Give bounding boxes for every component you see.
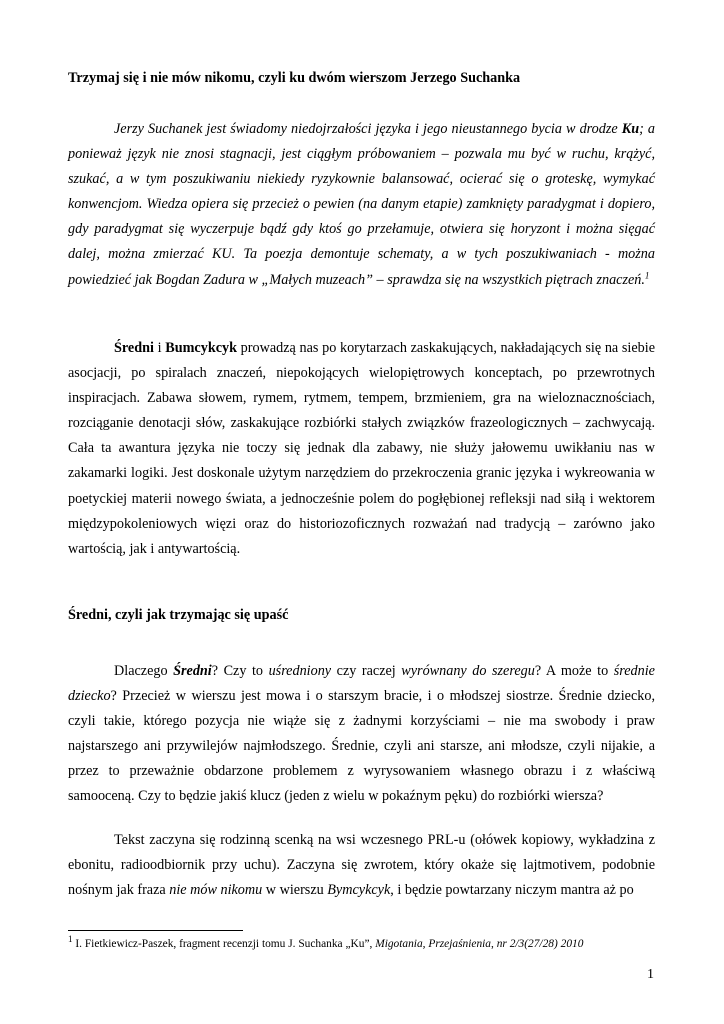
para3-text-3: czy raczej bbox=[331, 663, 402, 679]
footnote-number: 1 bbox=[68, 934, 73, 945]
para3-bold-italic-sredni: Średni bbox=[173, 663, 212, 679]
body-paragraph-4 bbox=[68, 828, 655, 903]
document-title: Trzymaj się i nie mów nikomu, czyli ku dwóm wierszom Jerzego Suchanka bbox=[68, 70, 521, 86]
para2-text-1: i bbox=[153, 340, 166, 356]
footnote-reference[interactable]: 1 bbox=[644, 269, 650, 280]
footnote-italic-2: nr 2/3(27/28) 2010 bbox=[496, 938, 584, 950]
para3-text-2: ? Czy to bbox=[211, 663, 269, 679]
para3-text-1: Dlaczego bbox=[114, 663, 174, 679]
footnote-italic-1: Migotania, Przejaśnienia bbox=[375, 938, 492, 950]
poem-title-sredni: Średni bbox=[114, 340, 154, 356]
para4-text-1: Tekst zaczyna się rodzinną scenką na wsi wczesnego PRL-u (ołówek kopiowy, wykładzina z ebonitu, radioodbiornik przy uchu). Zaczyna się zwrotem, który okaże się lajtmotivem, podobnie nośnym jak fraza bbox=[68, 832, 655, 899]
body-paragraph-3 bbox=[68, 659, 655, 810]
para2-text-2: prowadzą nas po korytarzach zaskakujących, nakładających się na siebie asocjacji, po spiralach znaczeń, niepokojących wielopiętrowych konceptach, po przewrotnych inspiracjach. Zabawa słowem, rymem, rytmem, tempem, brzmieniem, gra na wieloznacznościach, rozciąganie denotacji słów, zaskakujące rozbiórki stałych związków frazeologicznych – zachwycają. Cała ta awantura języka nie toczy się jednak dla zabawy, nie służy jałowemu uwikłaniu nas w zakamarki logiki. Jest doskonale użytym narzędziem do przekroczenia granic języka i wykreowania w poetyckiej materii nowego świata, a jednocześnie polem do pogłębionej refleksji nad siłą i wektorem międzypokoleniowych więzi oraz do historiozoficznych rozważań nad tradycją – zarówno jako wartością, jak i antywartością. bbox=[68, 340, 655, 557]
para4-italic-1: nie mów nikomu bbox=[169, 882, 263, 899]
footnote-divider bbox=[68, 930, 243, 931]
footnote-text-2: , bbox=[491, 938, 497, 950]
para3-text-4: ? A może to bbox=[534, 663, 614, 679]
footnote bbox=[68, 934, 584, 951]
section-title: Średni, czyli jak trzymając się upaść bbox=[68, 607, 289, 623]
para4-italic-2: Bymcykcyk bbox=[327, 882, 391, 899]
intro-text-2: ; a ponieważ język nie znosi stagnacji, jest ciągłym próbowaniem – pozwala mu być w ruchu, krążyć, szukać, a w tym poszukiwaniu niekiedy ryzykownie balansować, ocierać się o groteskę, wymykać konwencjom. Wiedza opiera się przecież o pewien (na danym etapie) zamknięty paradygmat i dopiero, gdy paradygmat się wyczerpuje bądź gdy ktoś go przełamuje, otwiera się horyzont i można sięgać dalej, można zmierzać KU. Ta poezja demontuje schematy, a w tych poszukiwaniach - można powiedzieć jak Bogdan Zadura w „Małych muzeach” – sprawdza się na wszystkich piętrach znaczeń. bbox=[68, 121, 655, 288]
intro-paragraph bbox=[68, 117, 655, 293]
body-paragraph-2 bbox=[68, 336, 655, 562]
footnote-text-1: I. Fietkiewicz-Paszek, fragment recenzji tomu J. Suchanka „Ku”, bbox=[72, 938, 376, 950]
para3-italic-2: wyrównany do szeregu bbox=[401, 663, 535, 679]
para4-text-2: w wierszu bbox=[262, 882, 328, 899]
para3-italic-3: średnie dziecko bbox=[68, 663, 655, 705]
page-number: 1 bbox=[647, 967, 654, 982]
para3-text-5: ? Przecież w wierszu jest mowa i o starszym bracie, i o młodszej siostrze. Średnie dziecko, czyli takie, którego pozycja nie wiąże się z żadnymi korzyściami – nie ma swobody i praw najstarszego ani przywilejów najmłodszego. Średnie, czyli ani starsze, ani młodsze, czyli nijakie, a przez to przeważnie obdarzone problemem z wyrysowaniem własnego obrazu i z właściwą samooceną. Czy to będzie jakiś klucz (jeden z wielu w pokaźnym pęku) do rozbiórki wiersza? bbox=[68, 688, 655, 805]
intro-text-1: Jerzy Suchanek jest świadomy niedojrzałości języka i jego nieustannego bycia w drodze bbox=[114, 121, 622, 137]
para4-text-3: , i będzie powtarzany niczym mantra aż po bbox=[390, 882, 634, 899]
para3-italic-1: uśredniony bbox=[268, 663, 332, 679]
poem-title-bumcykcyk: Bumcykcyk bbox=[165, 340, 237, 356]
intro-ku-emphasis: Ku bbox=[621, 121, 640, 137]
